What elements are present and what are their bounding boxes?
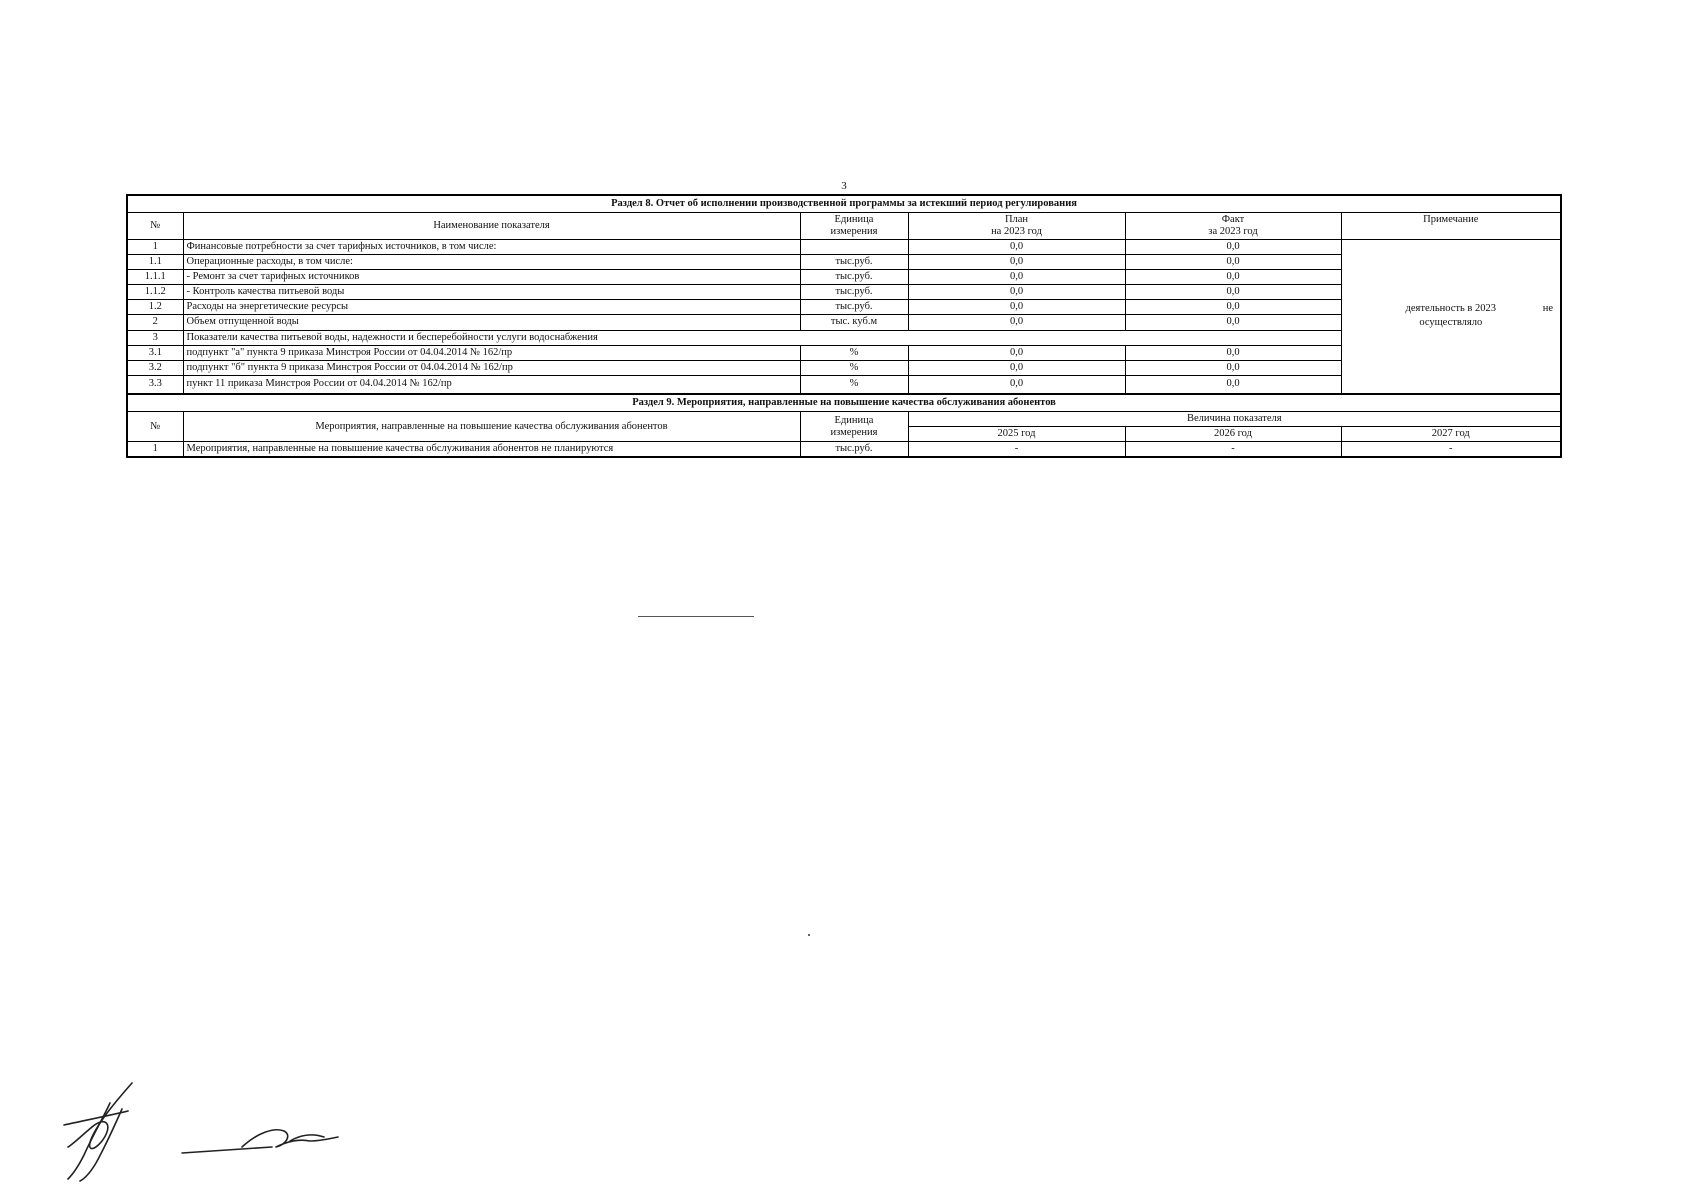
section9-header-row — [127, 412, 1561, 427]
row-plan: 0,0 — [908, 315, 1125, 330]
note-text-1-right: не — [1542, 302, 1554, 314]
s9-header-name: Мероприятия, направленные на повышение качества обслуживания абонентов — [183, 412, 800, 442]
row-fact: 0,0 — [1125, 360, 1341, 375]
row-name: Финансовые потребности за счет тарифных источников, в том числе: — [183, 240, 800, 255]
row-unit: % — [800, 345, 908, 360]
header-fact-line1: Факт — [1221, 214, 1245, 225]
row-name: Расходы на энергетические ресурсы — [183, 300, 800, 315]
header-plan-line1: План — [1004, 214, 1029, 225]
note-text-1: деятельность в 2023 — [1405, 302, 1497, 314]
s9-header-year2: 2026 год — [1125, 427, 1341, 442]
report-table — [126, 194, 1562, 458]
row-name: подпункт "б" пункта 9 приказа Минстроя России от 04.04.2014 № 162/пр — [183, 360, 800, 375]
section8-title-row — [127, 195, 1561, 213]
row-plan: 0,0 — [908, 375, 1125, 394]
row-num: 3 — [127, 330, 183, 345]
s9-row-name: Мероприятия, направленные на повышение качества обслуживания абонентов не планируются — [183, 442, 800, 458]
row-num: 1.1 — [127, 255, 183, 270]
row-fact: 0,0 — [1125, 285, 1341, 300]
header-plan-line2: на 2023 год — [991, 226, 1042, 238]
row-plan: 0,0 — [908, 360, 1125, 375]
s9-row-v3: - — [1341, 442, 1561, 458]
row-unit: тыс.руб. — [800, 285, 908, 300]
header-unit — [800, 213, 908, 240]
s9-header-value-group: Величина показателя — [908, 412, 1561, 427]
row-name: - Контроль качества питьевой воды — [183, 285, 800, 300]
header-plan — [908, 213, 1125, 240]
row-plan: 0,0 — [908, 300, 1125, 315]
row-unit: тыс.руб. — [800, 270, 908, 285]
section9-title: Раздел 9. Мероприятия, направленные на повышение качества обслуживания абонентов — [127, 394, 1561, 412]
table-row — [127, 240, 1561, 255]
row-unit: % — [800, 360, 908, 375]
row-num: 3.1 — [127, 345, 183, 360]
row-num: 1 — [127, 240, 183, 255]
s9-row-v2: - — [1125, 442, 1341, 458]
header-unit-line2: измерения — [830, 226, 878, 238]
row-unit: % — [800, 375, 908, 394]
table-row — [127, 442, 1561, 458]
section9-title-row — [127, 394, 1561, 412]
row-plan: 0,0 — [908, 270, 1125, 285]
s9-row-v1: - — [908, 442, 1125, 458]
row-plan: 0,0 — [908, 285, 1125, 300]
row-plan: 0,0 — [908, 240, 1125, 255]
row-name: Объем отпущенной воды — [183, 315, 800, 330]
row-fact: 0,0 — [1125, 240, 1341, 255]
header-fact — [1125, 213, 1341, 240]
row-num: 1.2 — [127, 300, 183, 315]
row-unit — [800, 240, 908, 255]
row-name: Показатели качества питьевой воды, надежности и бесперебойности услуги водоснабжения — [183, 330, 1341, 345]
note-line-1 — [1345, 303, 1558, 317]
scan-dot — [808, 934, 810, 936]
section8-title: Раздел 8. Отчет об исполнении производственной программы за истекший период регулирования — [127, 195, 1561, 213]
row-fact: 0,0 — [1125, 315, 1341, 330]
row-name: подпункт "а" пункта 9 приказа Минстроя России от 04.04.2014 № 162/пр — [183, 345, 800, 360]
s9-header-unit-line2: измерения — [830, 426, 878, 438]
row-num: 2 — [127, 315, 183, 330]
row-num: 3.2 — [127, 360, 183, 375]
row-fact: 0,0 — [1125, 300, 1341, 315]
row-plan: 0,0 — [908, 255, 1125, 270]
header-num: № — [127, 213, 183, 240]
row-fact: 0,0 — [1125, 345, 1341, 360]
row-fact: 0,0 — [1125, 255, 1341, 270]
header-fact-line2: за 2023 год — [1208, 226, 1258, 238]
signature-image — [62, 1075, 362, 1185]
row-name: пункт 11 приказа Минстроя России от 04.04.2014 № 162/пр — [183, 375, 800, 394]
row-num: 3.3 — [127, 375, 183, 394]
note-cell — [1341, 240, 1561, 395]
s9-header-num: № — [127, 412, 183, 442]
section8-header-row — [127, 213, 1561, 240]
s9-header-unit — [800, 412, 908, 442]
s9-header-unit-line1: Единица — [834, 414, 874, 426]
note-line-2: осуществляло — [1419, 316, 1483, 328]
separator-line — [638, 616, 754, 617]
s9-header-year1: 2025 год — [908, 427, 1125, 442]
s9-row-num: 1 — [127, 442, 183, 458]
row-unit: тыс.руб. — [800, 255, 908, 270]
row-num: 1.1.2 — [127, 285, 183, 300]
header-name: Наименование показателя — [183, 213, 800, 240]
header-note: Примечание — [1341, 213, 1561, 240]
s9-header-year3: 2027 год — [1341, 427, 1561, 442]
row-unit: тыс.руб. — [800, 300, 908, 315]
page-number: 3 — [841, 180, 847, 192]
row-plan: 0,0 — [908, 345, 1125, 360]
row-name: Операционные расходы, в том числе: — [183, 255, 800, 270]
row-num: 1.1.1 — [127, 270, 183, 285]
row-fact: 0,0 — [1125, 270, 1341, 285]
row-fact: 0,0 — [1125, 375, 1341, 394]
header-unit-line1: Единица — [834, 214, 874, 225]
row-unit: тыс. куб.м — [800, 315, 908, 330]
row-name: - Ремонт за счет тарифных источников — [183, 270, 800, 285]
s9-row-unit: тыс.руб. — [800, 442, 908, 458]
